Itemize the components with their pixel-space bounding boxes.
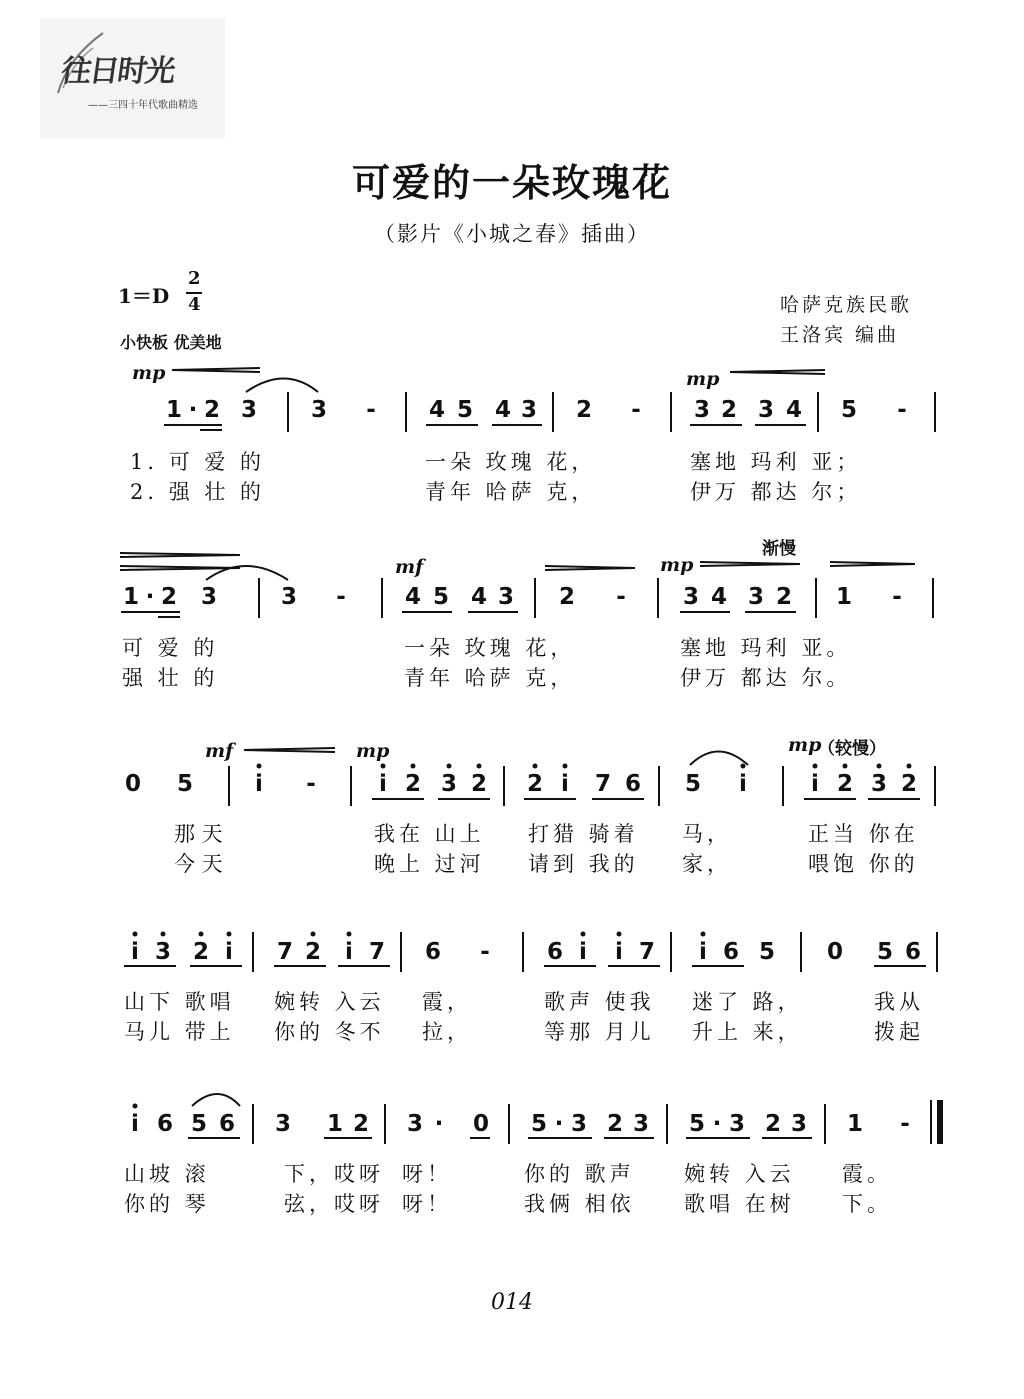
lyric-verse2: 强 壮 的 — [122, 666, 219, 690]
note: 1 — [165, 397, 182, 423]
lyric-verse2: 晚上 过河 — [374, 852, 485, 876]
logo-title: 往日时光 — [59, 54, 176, 89]
lyric-verse2: 伊万 都达 尔。 — [680, 666, 852, 690]
note: 3 — [693, 397, 710, 423]
lyric-verse1: 塞地 玛利 亚； — [690, 450, 862, 474]
lyric-verse1: 一朵 玫瑰 花， — [404, 636, 576, 660]
key-signature: 1＝D — [118, 284, 170, 308]
note: 3 — [497, 584, 514, 610]
tempo-marking: 小快板 优美地 — [120, 333, 222, 352]
note: 0 — [826, 939, 843, 965]
note: 1 — [846, 1111, 863, 1137]
note: 1 — [326, 1111, 343, 1137]
lyric-verse2: 拨起 — [874, 1020, 924, 1044]
lyric-verse1: 婉转 入云 — [684, 1162, 795, 1186]
note: i — [379, 771, 387, 797]
note: 3 — [520, 397, 537, 423]
note: 7 — [276, 939, 293, 965]
note: 3 — [154, 939, 171, 965]
note: 2 — [404, 771, 421, 797]
note: 6 — [904, 939, 921, 965]
note: 5 — [688, 1111, 705, 1137]
lyric-verse2: 拉， — [422, 1020, 472, 1044]
lyric-verse2: 下。 — [842, 1192, 892, 1216]
lyric-verse2: 我俩 相依 — [524, 1192, 635, 1216]
lyric-verse1: 塞地 玛利 亚。 — [680, 636, 852, 660]
lyric-verse2: 2. 强 壮 的 — [130, 480, 266, 504]
note: 3 — [570, 1111, 587, 1137]
note: 3 — [870, 771, 887, 797]
lyric-verse2: 青年 哈萨 克， — [425, 480, 597, 504]
lyric-verse1: 山下 歌唱 — [124, 990, 235, 1014]
note: 4 — [404, 584, 421, 610]
lyric-verse1: 马， — [682, 822, 732, 846]
note-dash: - — [631, 397, 641, 423]
note: 0 — [472, 1111, 489, 1137]
note: 2 — [558, 584, 575, 610]
dynamic-mark: mf — [395, 556, 424, 578]
song-origin: 哈萨克族民歌 — [780, 294, 913, 316]
lyric-verse2: 你的 琴 — [124, 1192, 210, 1216]
note-dash: - — [616, 584, 626, 610]
note: 7 — [638, 939, 655, 965]
note: 2 — [160, 584, 177, 610]
lyric-verse2: 呀！ — [402, 1192, 452, 1216]
dynamic-mark: mp — [788, 734, 822, 756]
note: i — [225, 939, 233, 965]
note: 3 — [310, 397, 327, 423]
note: 2 — [606, 1111, 623, 1137]
song-arranger: 王洛宾 编曲 — [780, 324, 900, 346]
lyric-verse2: 家， — [682, 852, 732, 876]
note: 5 — [456, 397, 473, 423]
lyric-verse2: 弦，哎呀 — [284, 1192, 384, 1216]
note: 3 — [440, 771, 457, 797]
note: 2 — [470, 771, 487, 797]
lyric-verse1: 歌声 使我 — [544, 990, 655, 1014]
lyric-verse1: 我在 山上 — [374, 822, 485, 846]
note-dash: - — [336, 584, 346, 610]
lyric-verse2: 马儿 带上 — [124, 1020, 235, 1044]
note: 6 — [156, 1111, 173, 1137]
note-dash: - — [480, 939, 490, 965]
note: 4 — [710, 584, 727, 610]
note: 0 — [124, 771, 141, 797]
note-dash: - — [900, 1111, 910, 1137]
note: 5 — [876, 939, 893, 965]
note: 2 — [900, 771, 917, 797]
note: i — [561, 771, 569, 797]
note: 2 — [836, 771, 853, 797]
lyric-verse2: 青年 哈萨 克， — [404, 666, 576, 690]
note: 7 — [368, 939, 385, 965]
note: 7 — [594, 771, 611, 797]
dynamic-mark: mp — [356, 740, 390, 762]
lyric-verse1: 呀！ — [402, 1162, 452, 1186]
note: i — [345, 939, 353, 965]
note: 2 — [764, 1111, 781, 1137]
note: 3 — [757, 397, 774, 423]
note: 2 — [775, 584, 792, 610]
time-signature-bottom: 4 — [188, 294, 201, 315]
lyric-verse1: 那 天 — [174, 822, 223, 846]
note: 2 — [203, 397, 220, 423]
note: 4 — [470, 584, 487, 610]
note: 3 — [632, 1111, 649, 1137]
dynamic-mark: mp — [132, 362, 166, 384]
note: i — [255, 771, 263, 797]
note: 3 — [280, 584, 297, 610]
note: i — [579, 939, 587, 965]
lyric-verse1: 一朵 玫瑰 花， — [425, 450, 597, 474]
lyric-verse1: 打猎 骑着 — [528, 822, 639, 846]
note: 6 — [424, 939, 441, 965]
lyric-verse1: 你的 歌声 — [524, 1162, 635, 1186]
note: 4 — [494, 397, 511, 423]
note: 5 — [758, 939, 775, 965]
lyric-verse2: 你的 冬不 — [274, 1020, 385, 1044]
lyric-verse2: 今 天 — [174, 852, 223, 876]
lyric-verse1: 正当 你在 — [808, 822, 919, 846]
lyric-verse2: 升上 来， — [692, 1020, 803, 1044]
dynamic-mark: mf — [205, 740, 234, 762]
note: i — [811, 771, 819, 797]
lyric-verse1: 婉转 入云 — [274, 990, 385, 1014]
note: 2 — [192, 939, 209, 965]
note-dot: · — [554, 1111, 564, 1137]
note: i — [699, 939, 707, 965]
note-dash: - — [306, 771, 316, 797]
note: 1 — [122, 584, 139, 610]
note: 4 — [428, 397, 445, 423]
logo-subtitle: ——三四十年代歌曲精选 — [88, 100, 198, 111]
note: 2 — [526, 771, 543, 797]
lyric-verse1: 可 爱 的 — [122, 636, 219, 660]
note: 5 — [684, 771, 701, 797]
note: i — [615, 939, 623, 965]
note-dot: · — [434, 1111, 444, 1137]
lyric-verse2: 喂饱 你的 — [808, 852, 919, 876]
lyric-verse1: 我从 — [874, 990, 924, 1014]
lyric-verse2: 请到 我的 — [528, 852, 639, 876]
note: 3 — [728, 1111, 745, 1137]
note: 2 — [575, 397, 592, 423]
note: i — [131, 939, 139, 965]
note-dot: · — [712, 1111, 722, 1137]
note: 5 — [190, 1111, 207, 1137]
tempo-annotation: （较慢） — [818, 739, 886, 759]
lyric-verse1: 山坡 滚 — [124, 1162, 210, 1186]
dynamic-mark: mp — [686, 368, 720, 390]
note: 5 — [432, 584, 449, 610]
note: i — [131, 1111, 139, 1137]
note: 6 — [722, 939, 739, 965]
song-subtitle: （影片《小城之春》插曲） — [374, 222, 650, 246]
note: 3 — [747, 584, 764, 610]
note: 2 — [304, 939, 321, 965]
tempo-annotation: 渐慢 — [762, 539, 796, 559]
note: 4 — [785, 397, 802, 423]
note: 5 — [840, 397, 857, 423]
note: 6 — [218, 1111, 235, 1137]
lyric-verse1: 霞。 — [842, 1162, 892, 1186]
dynamic-mark: mp — [660, 554, 694, 576]
song-title: 可爱的一朵玫瑰花 — [351, 160, 672, 205]
note-dot: · — [188, 397, 198, 423]
note-dot: · — [145, 584, 155, 610]
lyric-verse1: 迷了 路， — [692, 990, 803, 1014]
time-signature-top: 2 — [188, 268, 201, 289]
lyric-verse1: 下，哎呀 — [284, 1162, 384, 1186]
note: 5 — [176, 771, 193, 797]
note: 3 — [406, 1111, 423, 1137]
note: 3 — [240, 397, 257, 423]
note: 6 — [624, 771, 641, 797]
note-dash: - — [892, 584, 902, 610]
note: 6 — [546, 939, 563, 965]
page-number: 014 — [491, 1290, 533, 1315]
note-dash: - — [366, 397, 376, 423]
lyric-verse2: 等那 月儿 — [544, 1020, 655, 1044]
lyric-verse1: 霞， — [422, 990, 472, 1014]
note-dash: - — [897, 397, 907, 423]
note: 2 — [720, 397, 737, 423]
note: 3 — [200, 584, 217, 610]
note: 3 — [274, 1111, 291, 1137]
note: i — [739, 771, 747, 797]
lyric-verse2: 伊万 都达 尔； — [690, 480, 862, 504]
lyric-verse2: 歌唱 在树 — [684, 1192, 795, 1216]
note: 5 — [530, 1111, 547, 1137]
lyric-verse1: 1. 可 爱 的 — [130, 450, 266, 474]
note: 3 — [682, 584, 699, 610]
note: 2 — [352, 1111, 369, 1137]
note: 3 — [790, 1111, 807, 1137]
note: 1 — [835, 584, 852, 610]
